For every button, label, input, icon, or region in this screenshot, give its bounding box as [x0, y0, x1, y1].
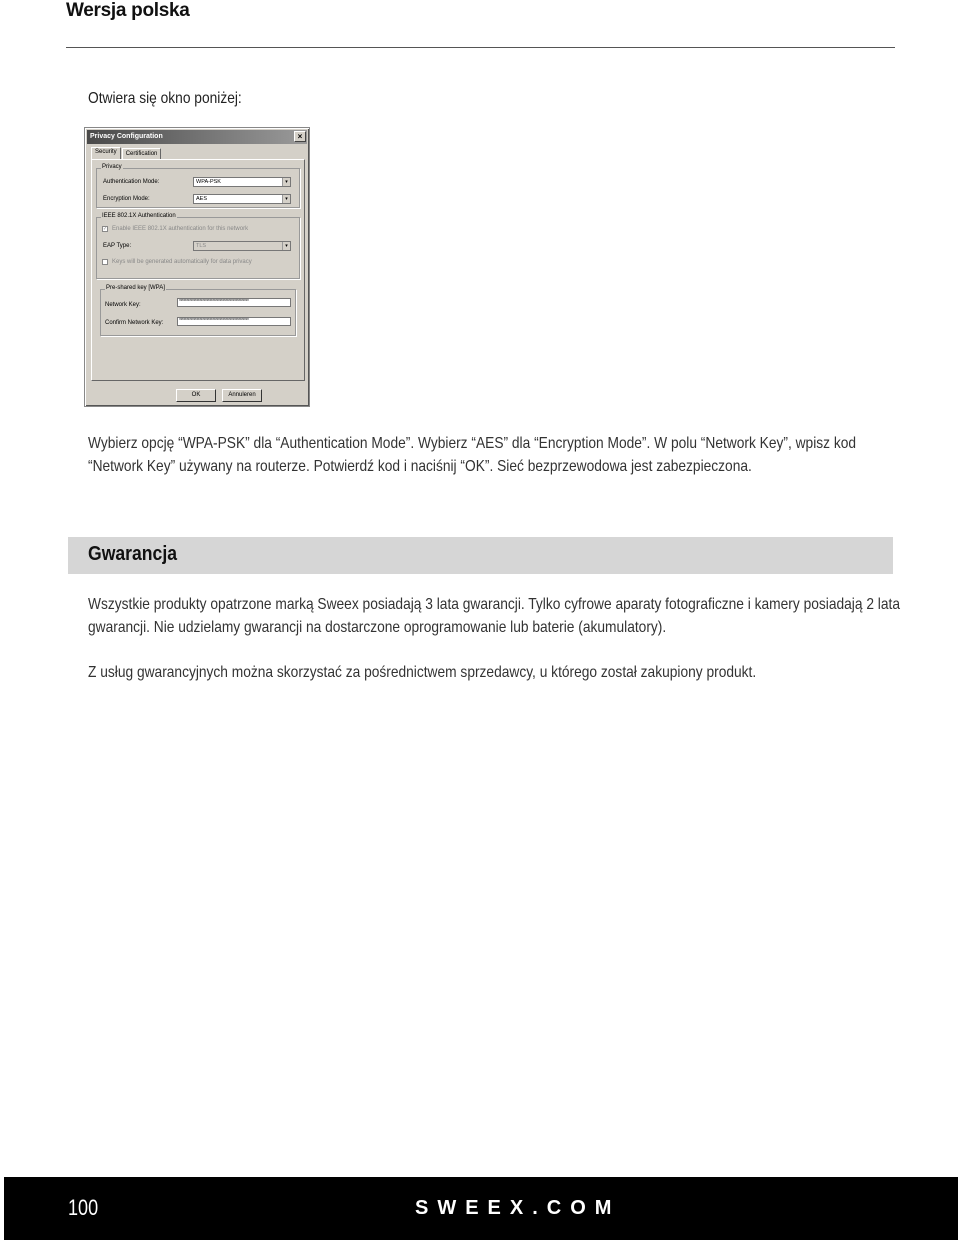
warranty-paragraph-1-line-1: Wszystkie produkty opatrzone marką Sweex posiadają 3 lata gwarancji. Tylko cyfrowe aparaty fotograficzne i kamery posiadają 2 lata: [88, 596, 900, 613]
instructions-line-1: Wybierz opcję “WPA-PSK” dla “Authentication Mode”. Wybierz “AES” dla “Encryption Mode”. W polu “Network Key”, wpisz kod: [88, 435, 857, 452]
dialog-title: Privacy Configuration: [90, 133, 163, 140]
enable-8021x-checkbox[interactable]: ✓: [103, 226, 108, 232]
encryption-mode-label: Encryption Mode:: [103, 196, 150, 202]
privacy-group-label: Privacy: [102, 164, 122, 170]
privacy-group: [96, 164, 300, 208]
network-key-input[interactable]: ************************************************: [177, 298, 291, 307]
enable-8021x-label: Enable IEEE 802.1X authentication for this network: [112, 226, 249, 232]
confirm-network-key-label: Confirm Network Key:: [105, 320, 164, 326]
tab-certification[interactable]: Certification: [122, 148, 162, 160]
encryption-mode-value: AES: [196, 196, 208, 202]
privacy-configuration-dialog: [84, 127, 310, 407]
chevron-down-icon: ▾: [282, 178, 290, 186]
ieee-8021x-group: [96, 213, 300, 279]
confirm-network-key-input[interactable]: ************************************************: [177, 317, 291, 326]
dialog-panel: [91, 159, 305, 381]
warranty-paragraph-1-line-2: gwarancji. Nie udzielamy gwarancji na dostarczone oprogramowanie lub baterie (akumulatory).: [88, 619, 667, 636]
footer-bar: [4, 1177, 958, 1240]
cancel-button[interactable]: Annuleren: [222, 389, 262, 402]
eap-type-value: TLS: [196, 243, 207, 249]
psk-group-label: Pre-shared key [WPA]: [106, 285, 165, 291]
authentication-mode-value: WPA-PSK: [196, 179, 221, 185]
header-rule: [66, 47, 895, 48]
close-icon[interactable]: ×: [294, 131, 306, 142]
instructions-line-2: “Network Key” używany na routerze. Potwierdź kod i naciśnij “OK”. Sieć bezprzewodowa jest zabezpieczona.: [88, 458, 752, 475]
authentication-mode-label: Authentication Mode:: [103, 179, 160, 185]
pre-shared-key-group: [100, 285, 296, 336]
eap-type-label: EAP Type:: [103, 243, 132, 249]
ieee-group-label: IEEE 802.1X Authentication: [102, 213, 176, 219]
dialog-titlebar: [87, 130, 307, 144]
eap-type-select[interactable]: [193, 241, 291, 251]
page-header-title: Wersja polska: [66, 0, 190, 21]
tab-security[interactable]: Security: [91, 147, 121, 160]
encryption-mode-select[interactable]: [193, 194, 291, 204]
brand-name: SWEEX.COM: [415, 1197, 621, 1219]
keys-auto-label: Keys will be generated automatically for data privacy: [112, 259, 252, 265]
chevron-down-icon: ▾: [282, 195, 290, 203]
network-key-label: Network Key:: [105, 302, 141, 308]
warranty-title: Gwarancja: [88, 543, 178, 565]
page-number: 100: [68, 1195, 99, 1220]
warranty-section-bar: [68, 537, 893, 574]
intro-text: Otwiera się okno poniżej:: [88, 90, 242, 107]
warranty-paragraph-2: Z usług gwarancyjnych można skorzystać za pośrednictwem sprzedawcy, u którego został zakupiony produkt.: [88, 664, 757, 681]
ok-button[interactable]: OK: [176, 389, 216, 402]
keys-auto-checkbox[interactable]: [102, 259, 108, 265]
authentication-mode-select[interactable]: [193, 177, 291, 187]
chevron-down-icon: ▾: [282, 242, 290, 250]
